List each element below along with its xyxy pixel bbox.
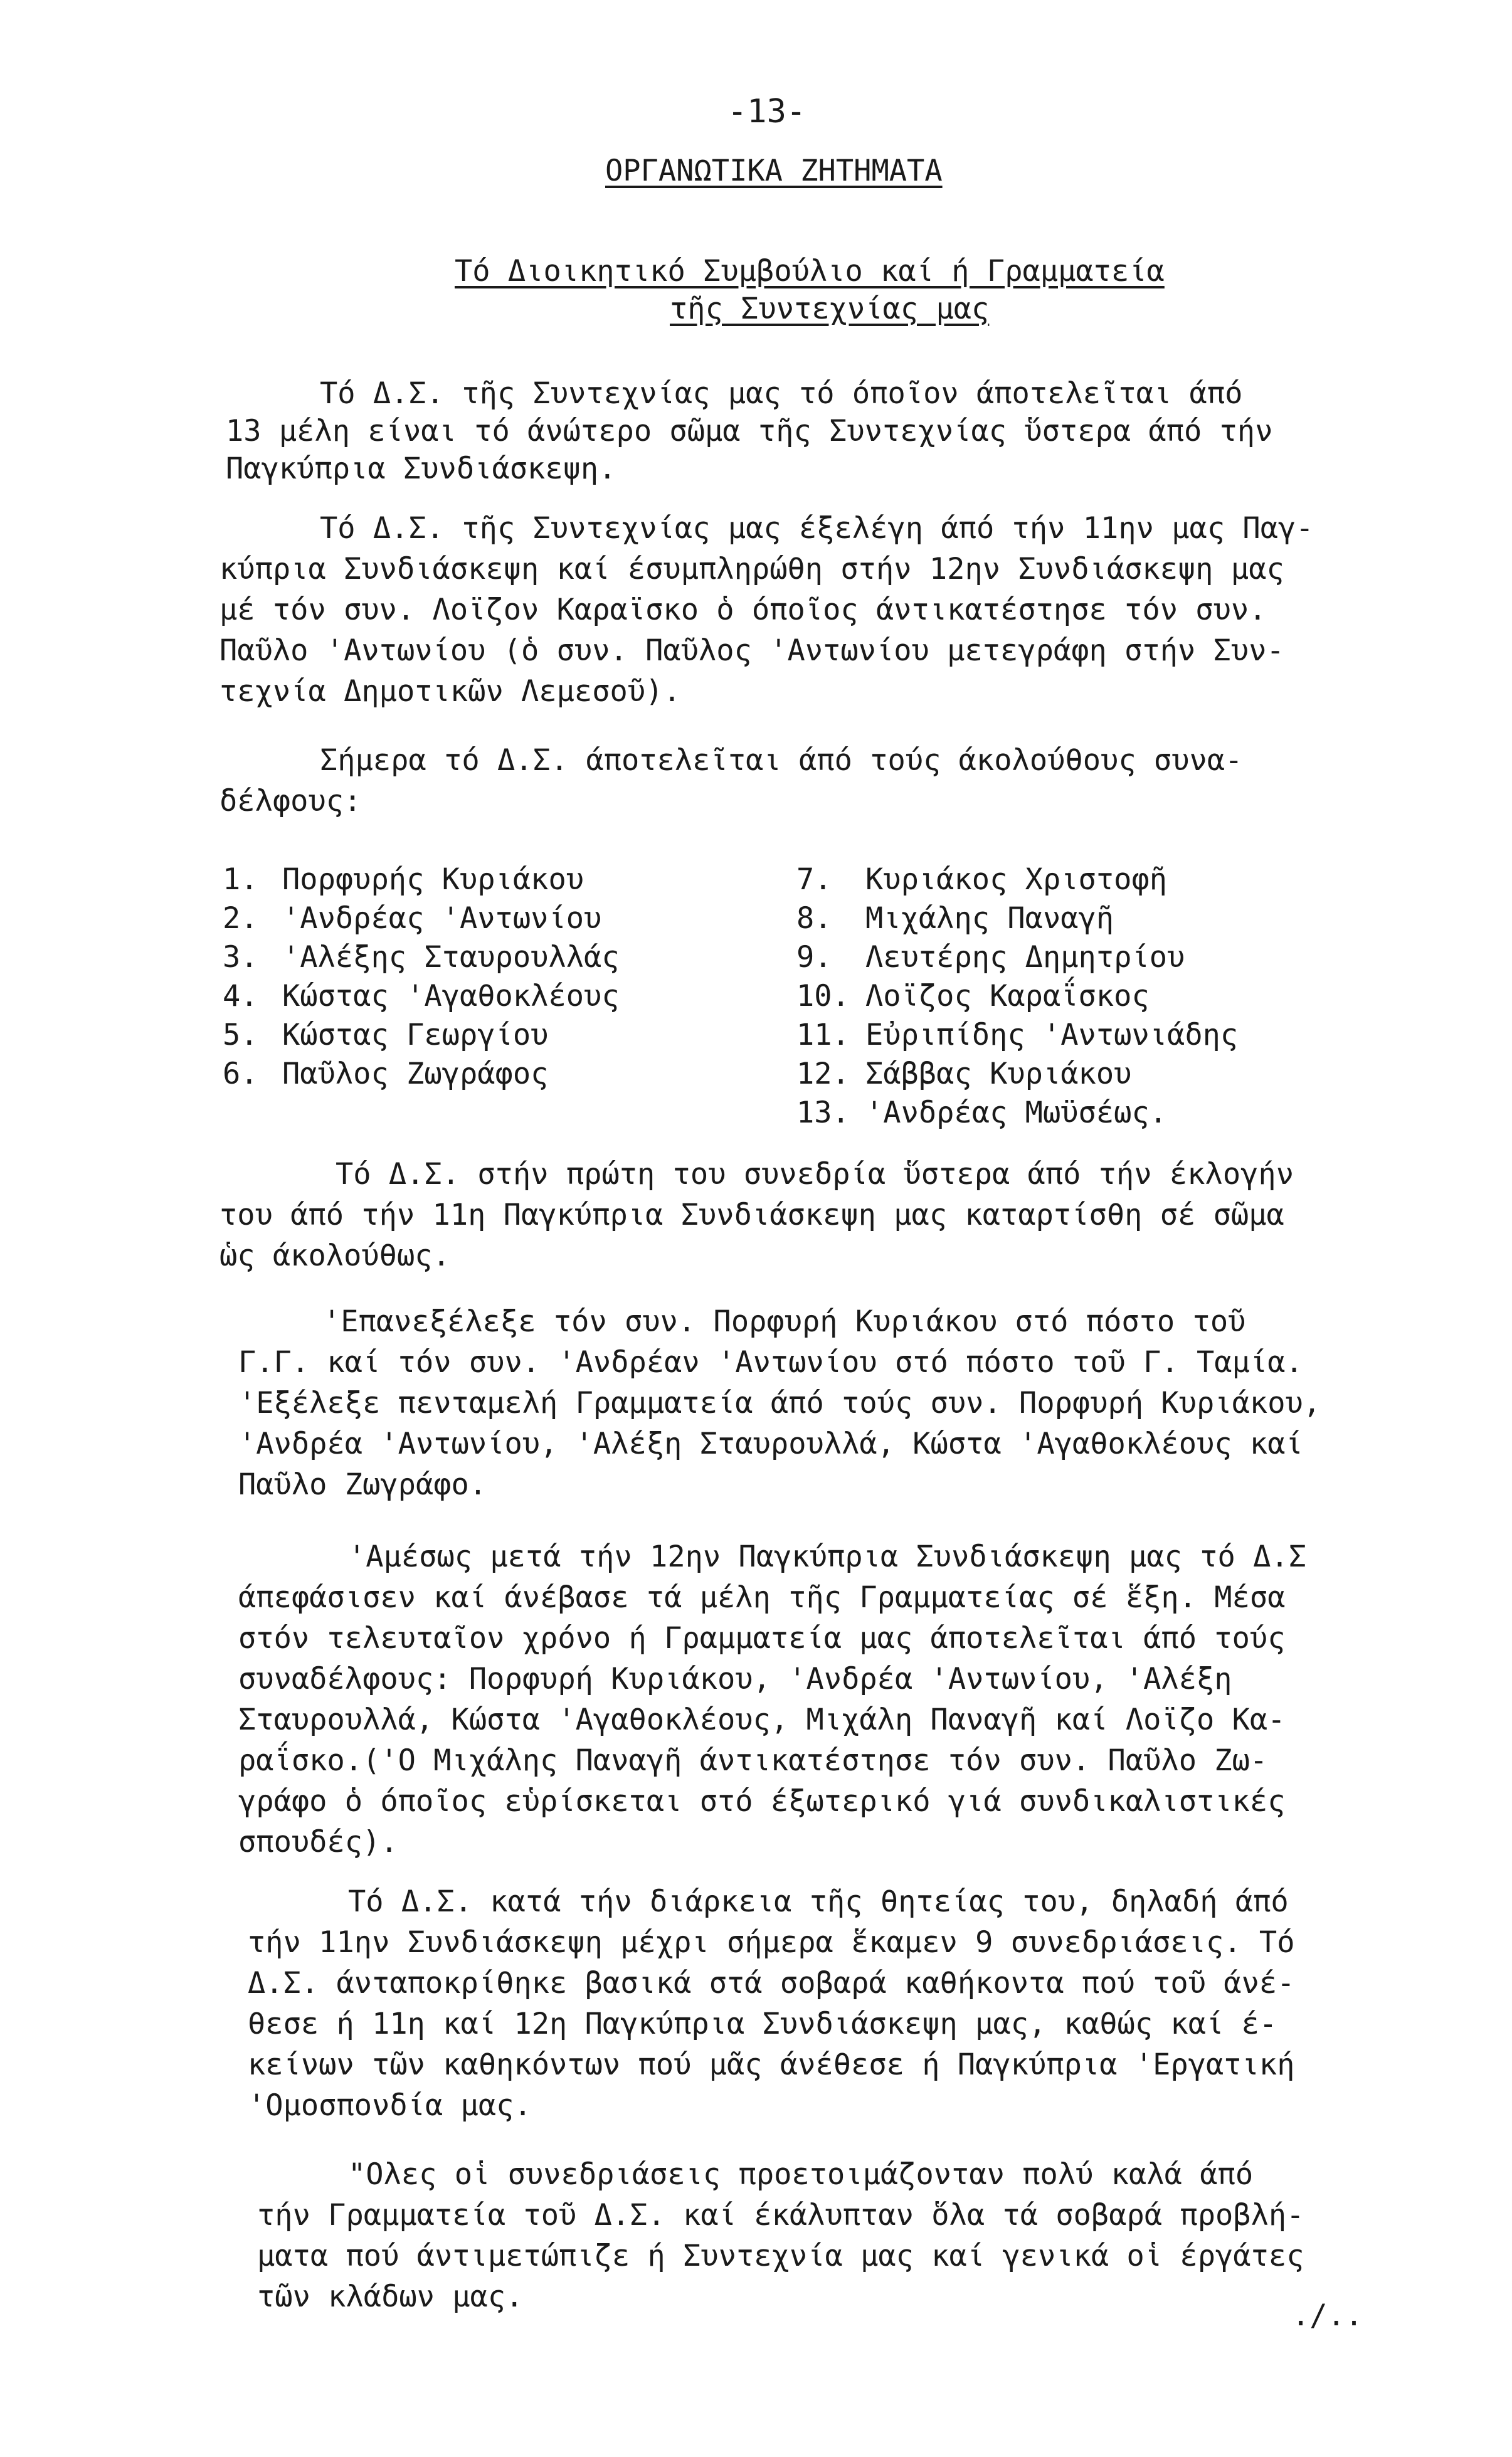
paragraph-5-line: 'Επανεξέλεξε τόν συν. Πορφυρή Κυριάκου στό πόστο τοῦ [323,1304,1246,1339]
subsection-title-line2: τῆς Συντεχνίας μας [670,292,990,326]
paragraph-6-line: άπεφάσισεν καί άνέβασε τά μέλη τῆς Γραμματείας σέ ἕξη. Μέσα [238,1580,1286,1615]
member-list-item: 7. Κυριάκος Χριστοφῆ [796,862,1168,897]
paragraph-6-line: συναδέλφους: Πορφυρή Κυριάκου, 'Ανδρέα 'Αντωνίου, 'Αλέξη [238,1662,1232,1696]
paragraph-6-line: στόν τελευταῖον χρόνο ή Γραμματεία μας άποτελεῖται άπό τούς [238,1621,1286,1656]
member-list-item: 6. Παῦλος Ζωγράφος [223,1057,549,1091]
paragraph-5-line: 'Ανδρέα 'Αντωνίου, 'Αλέξη Σταυρουλλά, Κώστα 'Αγαθοκλέους καί [238,1427,1303,1461]
paragraph-7-line: 'Ομοσπονδία μας. [248,2088,532,2123]
paragraph-4-line: Τό Δ.Σ. στήν πρώτη του συνεδρία ὕστερα άπό τήν έκλογήν [336,1157,1294,1192]
member-list-item: 12. Σάββας Κυριάκου [796,1057,1132,1091]
paragraph-8-line: ματα πού άντιμετώπιζε ή Συντεχνία μας καί γενικά οἱ έργάτες [257,2239,1304,2273]
continuation-mark: ./.. [1292,2298,1363,2333]
paragraph-6-line: 'Αμέσως μετά τήν 12ην Παγκύπρια Συνδιάσκεψη μας τό Δ.Σ [348,1540,1307,1574]
paragraph-3-line: Σήμερα τό Δ.Σ. άποτελεῖται άπό τούς άκολούθους συνα- [320,743,1243,778]
paragraph-5-line: Παῦλο Ζωγράφο. [238,1467,487,1502]
paragraph-7-line: κείνων τῶν καθηκόντων πού μᾶς άνέθεσε ή Παγκύπρια 'Εργατική [248,2048,1295,2082]
page-number: -13- [727,93,806,130]
member-list-item: 4. Κώστας 'Αγαθοκλέους [223,979,620,1013]
member-list-item: 3. 'Αλέξης Σταυρουλλάς [223,940,620,975]
paragraph-5-line: Γ.Γ. καί τόν συν. 'Ανδρέαν 'Αντωνίου στό πόστο τοῦ Γ. Ταμία. [238,1345,1303,1380]
paragraph-4-line: του άπό τήν 11η Παγκύπρια Συνδιάσκεψη μας καταρτίσθη σέ σῶμα [219,1198,1284,1232]
paragraph-2-line: κύπρια Συνδιάσκεψη καί έσυμπληρώθη στήν 12ην Συνδιάσκεψη μας [219,552,1284,586]
paragraph-2-line: τεχνία Δημοτικῶν Λεμεσοῦ). [219,674,681,709]
paragraph-4-line: ὡς άκολούθως. [219,1239,450,1273]
paragraph-8-line: τῶν κλάδων μας. [257,2280,524,2314]
member-list-item: 8. Μιχάλης Παναγῆ [796,901,1114,936]
paragraph-5-line: 'Εξέλεξε πενταμελή Γραμματεία άπό τούς συν. Πορφυρή Κυριάκου, [238,1386,1321,1420]
paragraph-1-line: Παγκύπρια Συνδιάσκεψη. [226,452,616,486]
paragraph-6-line: γράφο ὁ όποῖος εὑρίσκεται στό έξωτερικό γιά συνδικαλιστικές [238,1784,1286,1819]
section-title: ΟΡΓΑΝΩΤΙΚΑ ΖΗΤΗΜΑΤΑ [605,154,943,188]
paragraph-1-line: 13 μέλη είναι τό άνώτερο σῶμα τῆς Συντεχνίας ὕστερα άπό τήν [226,414,1273,448]
paragraph-2-line: Τό Δ.Σ. τῆς Συντεχνίας μας έξελέγη άπό τήν 11ην μας Παγ- [320,511,1314,546]
member-list-item: 11. Εὐριπίδης 'Αντωνιάδης [796,1018,1239,1052]
paragraph-1-line: Τό Δ.Σ. τῆς Συντεχνίας μας τό όποῖον άποτελεῖται άπό [320,376,1243,411]
member-list-item: 2. 'Ανδρέας 'Αντωνίου [223,901,602,936]
paragraph-8-line: "Ολες οἱ συνεδριάσεις προετοιμάζονταν πολύ καλά άπό [348,2157,1254,2192]
paragraph-2-line: Παῦλο 'Αντωνίου (ὁ συν. Παῦλος 'Αντωνίου μετεγράφη στήν Συν- [219,633,1284,668]
paragraph-2-line: μέ τόν συν. Λοϊζον Καραϊσκο ὁ όποῖος άντικατέστησε τόν συν. [219,593,1267,627]
paragraph-7-line: θεσε ή 11η καί 12η Παγκύπρια Συνδιάσκεψη μας, καθώς καί έ- [248,2007,1277,2041]
paragraph-3-line: δέλφους: [219,784,362,818]
subsection-title-line1: Τό Διοικητικό Συμβούλιο καί ή Γραμματεία [455,254,1165,288]
member-list-item: 13. 'Ανδρέας Μωϋσέως. [796,1096,1168,1130]
paragraph-6-line: σπουδές). [238,1825,398,1859]
member-list-item: 5. Κώστας Γεωργίου [223,1018,549,1052]
paragraph-8-line: τήν Γραμματεία τοῦ Δ.Σ. καί έκάλυπταν ὅλα τά σοβαρά προβλή- [257,2198,1304,2232]
paragraph-6-line: Σταυρουλλά, Κώστα 'Αγαθοκλέους, Μιχάλη Παναγῆ καί Λοϊζο Κα- [238,1703,1286,1737]
paragraph-7-line: Δ.Σ. άνταποκρίθηκε βασικά στά σοβαρά καθήκοντα πού τοῦ άνέ- [248,1966,1295,2000]
member-list-item: 9. Λευτέρης Δημητρίου [796,940,1185,975]
paragraph-7-line: Τό Δ.Σ. κατά τήν διάρκεια τῆς θητείας του, δηλαδή άπό [348,1884,1289,1919]
member-list-item: 10. Λοϊζος Καραΐσκος [796,979,1150,1013]
member-list-item: 1. Πορφυρής Κυριάκου [223,862,584,897]
paragraph-7-line: τήν 11ην Συνδιάσκεψη μέχρι σήμερα ἕκαμεν 9 συνεδριάσεις. Τό [248,1925,1295,1960]
paragraph-6-line: ραΐσκο.('Ο Μιχάλης Παναγῆ άντικατέστησε τόν συν. Παῦλο Ζω- [238,1743,1268,1778]
